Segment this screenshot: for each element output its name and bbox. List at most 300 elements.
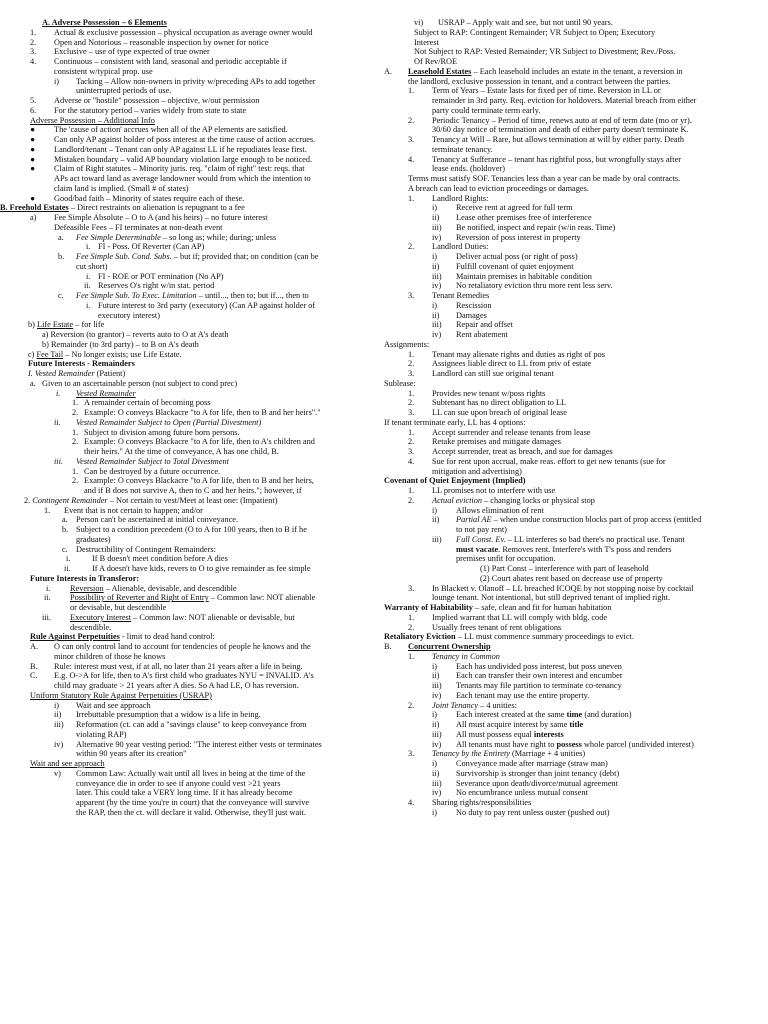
outline-line	[0, 125, 372, 135]
outline-line	[0, 574, 372, 584]
line-marker: 2.	[408, 622, 415, 632]
outline-line	[0, 623, 372, 633]
outline-line	[0, 145, 372, 155]
outline-line	[384, 457, 764, 467]
line-text: Open and Notorious – reasonable inspection by owner for notice	[54, 37, 269, 47]
line-marker: iv)	[432, 739, 442, 749]
outline-line	[0, 233, 372, 243]
line-text: Fee Simple Sub. Cond. Subs. – but if; provided that; on condition (can be	[76, 252, 319, 261]
line-text: Reserves O's right w/in stat. period	[98, 281, 215, 291]
outline-line	[384, 428, 764, 438]
outline-line	[384, 691, 764, 701]
line-marker: iv)	[432, 281, 442, 291]
line-marker: a)	[30, 213, 37, 222]
line-text: must vacate. Removes rent. Interfere's with T's poss and renders	[456, 544, 672, 554]
outline-line	[0, 788, 372, 798]
line-text: Repair and offset	[456, 320, 513, 330]
outline-line	[384, 291, 764, 301]
outline-line	[384, 535, 764, 545]
outline-line	[0, 808, 372, 818]
outline-line	[384, 749, 764, 759]
outline-line	[0, 408, 372, 418]
line-text: Tenant Remedies	[432, 291, 490, 300]
line-marker: v)	[54, 768, 61, 778]
line-text: premises unfit for occupation.	[456, 554, 556, 564]
outline-line	[384, 730, 764, 740]
line-marker: i)	[432, 505, 438, 515]
line-text: B. Freehold Estates – Direct restraints on alienation is repugnant to a fee	[0, 203, 245, 213]
outline-line	[384, 28, 764, 38]
line-marker: ii)	[432, 261, 440, 271]
line-text: Fee Simple Determinable – so long as; while; during; unless	[76, 232, 277, 242]
line-marker: 4.	[408, 456, 415, 466]
outline-line	[0, 515, 372, 525]
line-marker: 1.	[72, 427, 79, 437]
line-text: Reversion of poss interest in property	[456, 232, 581, 242]
outline-line	[384, 515, 764, 525]
line-text: Allows elimination of rent	[456, 505, 544, 515]
line-marker: iii)	[432, 534, 442, 544]
line-marker: 2.	[408, 700, 415, 710]
outline-line	[384, 106, 764, 116]
outline-line	[0, 769, 372, 779]
line-text: minor children of those he knows	[54, 651, 166, 661]
line-text: Future interest to 3rd party (executory) (Can AP against holder of	[98, 300, 316, 310]
outline-line	[384, 164, 764, 174]
line-text: Implied warrant that LL will comply with bldg. code	[432, 612, 608, 622]
outline-line	[384, 203, 764, 213]
line-marker: ii.	[84, 281, 91, 291]
outline-line	[384, 242, 764, 252]
line-marker: a.	[58, 232, 64, 242]
outline-line	[0, 77, 372, 87]
outline-line	[384, 223, 764, 233]
line-text: FI - ROE or POT ermination (No AP)	[98, 271, 224, 281]
line-text: Vested Remainder Subject to Total Divestment	[76, 456, 229, 466]
line-marker: i)	[432, 759, 438, 768]
line-text: the RAP, then the ct. will declare it valid. Otherwise, they'll just wait.	[76, 807, 306, 817]
line-marker: ii)	[432, 768, 440, 778]
outline-line	[0, 418, 372, 428]
outline-line	[0, 116, 372, 126]
outline-line	[384, 116, 764, 126]
line-marker: 1.	[408, 651, 415, 661]
line-text: Tenancy at Sufferance – tenant has rightful poss, but wrongfully stays after	[432, 154, 682, 164]
line-text: No duty to pay rent unless ouster (pushed out)	[456, 807, 610, 817]
line-text: Full Const. Ev. – LL interferes so bad there's no practical use. Tenant	[456, 534, 685, 544]
line-text: c) Fee Tail – No longer exists; use Life Estate.	[28, 349, 182, 359]
line-text: Adverse or "hostile" possession – objective, w/out permission	[54, 96, 260, 105]
line-marker: 1.	[408, 349, 415, 359]
outline-line	[0, 476, 372, 486]
line-marker: 4.	[30, 57, 37, 66]
line-marker: iii)	[432, 320, 442, 330]
line-text: Possibility of Reverter and Right of Entry – Common law: NOT alienable	[70, 593, 316, 603]
outline-line	[0, 428, 372, 438]
line-marker: 3.	[408, 291, 415, 300]
line-text: Rescission	[456, 300, 492, 310]
outline-line	[384, 57, 764, 67]
line-text: Tenant may alienate rights and duties as right of pos	[432, 349, 605, 359]
line-text: terminate tenancy.	[432, 144, 493, 154]
line-text: their heirs." At the time of conveyance, A has one child, B.	[84, 447, 279, 456]
line-text: Each interest created at the same time (and duration)	[456, 710, 632, 720]
line-text: Common Law: Actually wait until all lives in being at the time of the	[76, 768, 306, 778]
line-marker: B.	[30, 661, 38, 671]
line-marker: a.	[62, 515, 68, 525]
outline-line	[0, 242, 372, 252]
outline-line	[0, 38, 372, 48]
line-text: child may graduate > 21 years after A dies. So A had LE, O has reversion.	[54, 681, 299, 690]
line-text: Adverse Possession – Additional Info	[30, 115, 155, 125]
line-marker: ●	[30, 144, 36, 154]
line-text: (1) Part Const – interference with part of leasehold	[480, 564, 649, 573]
outline-line	[0, 184, 372, 194]
outline-line	[0, 525, 372, 535]
outline-line	[384, 145, 764, 155]
line-text: Landlord can still sue original tenant	[432, 369, 554, 378]
line-text: Each can transfer their own interest and encumber	[456, 671, 623, 681]
line-marker: iii.	[42, 612, 51, 622]
line-text: the landlord, exclusive possession in tenant, and a contract between the parties.	[408, 76, 671, 86]
line-text: Each tenant may use the entire property.	[456, 690, 590, 700]
line-text: Damages	[456, 310, 487, 320]
line-text: Not Subject to RAP: Vested Remainder; VR Subject to Divestment; Rev./Poss.	[414, 47, 676, 57]
line-text: Periodic Tenancy – Period of time, renews auto at end of term date (mo or yr).	[432, 115, 692, 125]
line-marker: 4.	[408, 154, 415, 164]
line-marker: c.	[58, 291, 64, 300]
outline-line	[0, 369, 372, 379]
line-text: Example: O conveys Blackacre "to A for life, then to A's children and	[84, 437, 315, 447]
outline-line	[384, 525, 764, 535]
line-text: mitigation and advertising)	[432, 466, 522, 476]
line-text: Each has undivided poss interest, but poss uneven	[456, 661, 622, 671]
outline-line	[0, 311, 372, 321]
line-text: Tenants may file partition to terminate co-tenancy	[456, 681, 622, 690]
outline-line	[384, 701, 764, 711]
line-text: Tenancy at Will – Rare, but allows termination at will by either party. Death	[432, 135, 685, 144]
line-text: Rent abatement	[456, 330, 508, 339]
line-marker: iii)	[432, 778, 442, 788]
line-text: Wait and see approach	[30, 759, 105, 768]
line-marker: 1.	[44, 505, 51, 515]
outline-line	[384, 720, 764, 730]
outline-line	[0, 155, 372, 165]
outline-line	[0, 86, 372, 96]
line-text: Alternative 90 year vesting period: "The interest either vests or terminates	[76, 739, 322, 749]
line-text: consistent w/typical prop. use	[54, 66, 153, 76]
outline-line	[0, 359, 372, 369]
outline-line	[384, 389, 764, 399]
outline-line	[0, 467, 372, 477]
line-text: descendible.	[70, 622, 112, 632]
line-text: and if B does not survive A, then to C and her heirs."; however, if	[84, 486, 302, 495]
line-text: Subject to a condition precedent (O to A for 100 years, then to B if he	[76, 525, 307, 534]
outline-line	[384, 86, 764, 96]
outline-line	[0, 759, 372, 769]
line-text: Person can't be ascertained at initial conveyance.	[76, 515, 239, 525]
outline-line	[384, 476, 764, 486]
line-text: Defeasible Fees – FI terminates at non-death event	[54, 222, 223, 232]
line-marker: i.	[46, 583, 51, 593]
line-text: Tenancy by the Entirety (Marriage + 4 unities)	[432, 749, 586, 759]
line-marker: iii.	[54, 456, 63, 466]
line-marker: c.	[62, 544, 68, 554]
line-marker: 5.	[30, 96, 37, 105]
outline-line	[384, 96, 764, 106]
line-text: Claim of Right statutes – Minority juris. req. "claim of right" test: reqs. that	[54, 164, 305, 174]
line-text: Terms must satisfy SOF. Tenancies less than a year can be made by oral contracts.	[408, 174, 681, 183]
outline-line	[384, 398, 764, 408]
outline-line	[384, 281, 764, 291]
line-text: Landlord Rights:	[432, 193, 489, 203]
line-marker: iii)	[54, 720, 64, 729]
outline-line	[0, 603, 372, 613]
outline-line	[0, 564, 372, 574]
line-marker: A.	[30, 642, 39, 651]
outline-line	[0, 740, 372, 750]
line-text: Tenancy in Common	[432, 651, 500, 661]
line-marker: ii)	[432, 310, 440, 320]
outline-line	[0, 486, 372, 496]
outline-line	[384, 662, 764, 672]
outline-line	[384, 574, 764, 584]
line-marker: i.	[86, 300, 91, 310]
line-marker: 3.	[30, 47, 37, 57]
outline-line	[384, 359, 764, 369]
line-text: USRAP – Apply wait and see, but not until 90 years.	[438, 18, 613, 27]
line-text: party could terminate term early.	[432, 105, 541, 115]
line-marker: 1.	[30, 27, 37, 37]
outline-line	[384, 808, 764, 818]
line-marker: i)	[432, 710, 438, 720]
line-text: Actual eviction – changing locks or physical stop	[432, 495, 595, 505]
line-marker: ii)	[432, 720, 440, 729]
right-column	[384, 18, 764, 818]
line-text: Landlord/tenant – Tenant can only AP against LL if he repudiates lease first.	[54, 144, 307, 154]
outline-line	[0, 106, 372, 116]
line-text: Wait and see approach	[76, 700, 151, 710]
line-marker: iv)	[54, 739, 64, 749]
line-text: Vested Remainder Subject to Open (Partial Divestment)	[76, 417, 262, 427]
line-marker: 1.	[72, 398, 79, 408]
outline-line	[384, 779, 764, 789]
outline-line	[0, 272, 372, 282]
outline-line	[0, 779, 372, 789]
outline-line	[0, 320, 372, 330]
outline-line	[384, 506, 764, 516]
outline-line	[384, 155, 764, 165]
outline-line	[0, 350, 372, 360]
line-marker: 2.	[408, 359, 415, 369]
outline-line	[0, 701, 372, 711]
outline-line	[384, 613, 764, 623]
outline-line	[384, 272, 764, 282]
outline-line	[0, 223, 372, 233]
outline-line	[0, 135, 372, 145]
outline-line	[0, 252, 372, 262]
line-marker: iii)	[432, 271, 442, 281]
outline-line	[384, 496, 764, 506]
outline-line	[0, 652, 372, 662]
line-text: Exclusive – use of type expected of true owner	[54, 47, 210, 57]
line-text: E.g. O->A for life, then to A's first child who graduates NYU = INVALID. A's	[54, 671, 314, 681]
line-text: A breach can lead to eviction proceedings or damages.	[408, 183, 589, 193]
line-text: Partial AE – when undue construction blocks part of prop access (entitled	[456, 515, 702, 525]
line-text: or devisable, but descendible	[70, 603, 167, 612]
line-marker: i.	[86, 242, 91, 252]
line-text: If A doesn't have kids, revers to O to give remainder as fee simple	[92, 564, 311, 573]
line-marker: b.	[58, 252, 65, 261]
line-text: executory interest)	[98, 310, 160, 320]
line-text: Example: O conveys Blackacre "to A for life, then to B and her heirs"."	[84, 408, 321, 417]
line-text: to not pay rent)	[456, 525, 507, 534]
line-text: b) Remainder (to 3rd party) – to B on A's death	[42, 339, 199, 349]
outline-line	[384, 759, 764, 769]
outline-line	[384, 671, 764, 681]
line-text: Subtenant has no direct obligation to LL	[432, 398, 567, 408]
line-text: In Blackett v. Olanoff – LL breached ICOQE by not stopping noise by cocktail	[432, 583, 694, 593]
outline-line	[0, 720, 372, 730]
line-marker: i)	[432, 807, 438, 817]
outline-line	[0, 632, 372, 642]
outline-line	[0, 749, 372, 759]
line-text: apparent (by the time you're in court) that the conveyance will survive	[76, 798, 310, 807]
line-text: Deliver actual poss (or right of poss)	[456, 252, 578, 261]
line-text: Be notified, inspect and repair (w/in reas. Time)	[456, 222, 616, 232]
line-marker: i)	[54, 700, 60, 710]
outline-line	[384, 184, 764, 194]
line-marker: 1.	[408, 193, 415, 203]
outline-line	[0, 96, 372, 106]
line-text: A. Adverse Possession – 6 Elements	[42, 18, 167, 27]
outline-line	[384, 437, 764, 447]
line-text: Executory Interest – Common law: NOT alienable or devisable, but	[70, 612, 295, 622]
line-text: The 'cause of action' accrues when all of the AP elements are satisfied.	[54, 125, 288, 135]
line-text: Receive rent at agreed for full term	[456, 203, 573, 213]
outline-line	[384, 311, 764, 321]
line-text: later. This could take a VERY long time. If it has already become	[76, 788, 293, 798]
line-marker: iv)	[432, 232, 442, 242]
line-marker: i)	[432, 661, 438, 671]
outline-line	[384, 233, 764, 243]
line-text: Sharing rights/responsibilities	[432, 798, 532, 807]
line-marker: 3.	[408, 583, 415, 593]
line-text: Given to an ascertainable person (not subject to cond prec)	[42, 378, 238, 388]
line-marker: 2.	[408, 495, 415, 505]
line-marker: 3.	[408, 447, 415, 456]
line-text: a) Reversion (to grantor) – reverts auto to O at A's death	[42, 330, 229, 339]
line-text: claim land is implied. (Small # of states)	[54, 183, 189, 193]
line-text: (2) Court abates rent based on decrease use of property	[480, 573, 663, 583]
outline-line	[384, 740, 764, 750]
outline-line	[0, 28, 372, 38]
line-text: If B doesn't meet condition before A dies	[92, 554, 228, 564]
outline-line	[384, 194, 764, 204]
line-text: Fulfill covenant of quiet enjoyment	[456, 261, 574, 271]
outline-line	[0, 47, 372, 57]
line-marker: iv)	[432, 788, 442, 798]
outline-line	[384, 135, 764, 145]
line-text: lounge tenant. Not intentional, but still deprived tenant of implied right.	[432, 593, 671, 603]
line-marker: i)	[54, 76, 60, 86]
line-text: Conveyance made after marriage (straw man)	[456, 759, 608, 768]
line-text: graduates)	[76, 534, 111, 544]
outline-line	[0, 389, 372, 399]
line-text: APs act toward land as average landowner would from which the intention to	[54, 174, 311, 183]
outline-line	[0, 691, 372, 701]
line-marker: ii)	[432, 671, 440, 681]
outline-line	[0, 613, 372, 623]
line-text: Irrebuttable presumption that a widow is a life in being.	[76, 710, 261, 720]
outline-line	[384, 603, 764, 613]
line-text: Fee Simple Sub. To Exec. Limitation – until..., then to; but if..., then to	[76, 291, 309, 300]
line-marker: 2.	[408, 437, 415, 447]
line-text: Accept surrender and release tenants from lease	[432, 427, 591, 437]
line-text: No encumbrance unless mutual consent	[456, 788, 588, 798]
line-text: For the statutory period – varies widely from state to state	[54, 105, 247, 115]
line-text: Warranty of Habitability – safe, clean and fit for human habitation	[384, 603, 612, 612]
line-marker: 4.	[408, 798, 415, 807]
outline-line	[384, 623, 764, 633]
outline-line	[384, 467, 764, 477]
line-text: No retaliatory eviction thru more rent less serv.	[456, 281, 613, 291]
line-text: Subject to RAP: Contingent Remainder; VR Subject to Open; Executory	[414, 27, 656, 37]
outline-line	[0, 281, 372, 291]
outline-line	[384, 67, 764, 77]
line-marker: iv)	[432, 690, 442, 700]
line-text: Maintain premises in habitable condition	[456, 271, 592, 281]
line-marker: 2.	[72, 408, 79, 417]
outline-line	[384, 262, 764, 272]
outline-line	[384, 584, 764, 594]
outline-line	[384, 379, 764, 389]
line-marker: ii)	[432, 515, 440, 525]
outline-line	[384, 252, 764, 262]
outline-line	[0, 18, 372, 28]
outline-line	[0, 671, 372, 681]
outline-line	[384, 652, 764, 662]
outline-line	[0, 57, 372, 67]
outline-line	[0, 203, 372, 213]
outline-line	[0, 262, 372, 272]
line-marker: i)	[432, 252, 438, 261]
outline-line	[384, 350, 764, 360]
outline-line	[384, 418, 764, 428]
line-text: All tenants must have right to possess whole parcel (undivided interest)	[456, 739, 694, 749]
outline-line	[0, 506, 372, 516]
outline-line	[384, 174, 764, 184]
left-column	[0, 18, 372, 818]
line-text: Survivorship is stronger than joint tenancy (debt)	[456, 768, 620, 778]
outline-line	[384, 301, 764, 311]
line-text: LL can sue upon breach of original lease	[432, 408, 567, 417]
line-text: LL promises not to interfere with use	[432, 486, 556, 495]
line-text: Lease other premises free of interference	[456, 213, 592, 222]
line-text: FI - Poss. Of Reverter (Can AP)	[98, 242, 205, 252]
line-text: Reversion – Alienable, devisable, and descendible	[70, 583, 237, 593]
line-text: Covenant of Quiet Enjoyment (Implied)	[384, 476, 526, 486]
line-text: Assignments:	[384, 339, 430, 349]
line-text: Future Interests - Remainders	[28, 359, 135, 369]
outline-line	[384, 710, 764, 720]
line-text: Tacking – Allow non-owners in privity w/preceding APs to add together	[76, 76, 316, 86]
outline-line	[0, 194, 372, 204]
outline-line	[384, 593, 764, 603]
line-marker: 2.	[408, 398, 415, 408]
outline-line	[0, 730, 372, 740]
outline-line	[384, 788, 764, 798]
